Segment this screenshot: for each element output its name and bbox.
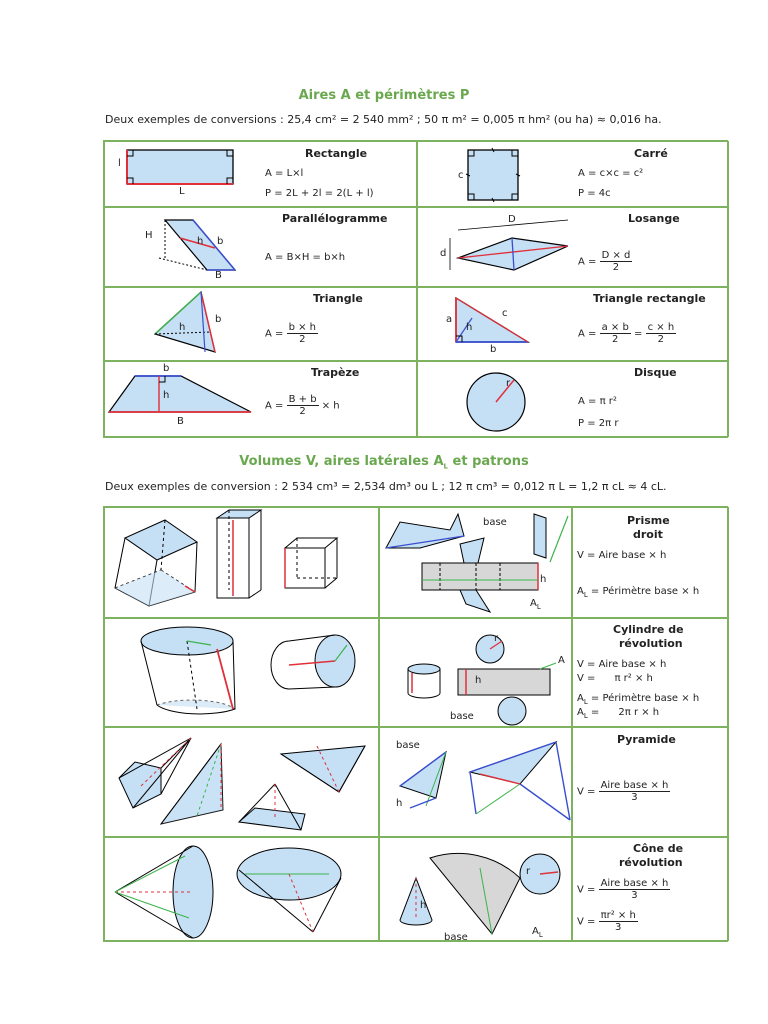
shape-name-triangle: Triangle	[313, 292, 363, 305]
formula-prefix: A =	[578, 328, 597, 340]
label-H: H	[145, 230, 153, 241]
title-subscript: L	[443, 462, 448, 471]
section-title-areas: Aires A et périmètres P	[298, 88, 470, 103]
label-h: h	[420, 900, 427, 911]
shape-name-disque: Disque	[634, 366, 677, 379]
cell-rectangle	[104, 141, 417, 207]
fraction-den: 2	[299, 406, 306, 417]
label-base: base	[444, 932, 468, 941]
prism-net-cell	[379, 507, 572, 618]
formula-losange-prefix: A =	[578, 256, 597, 268]
label-h: h	[540, 574, 547, 585]
cell-carre	[417, 141, 729, 207]
label-c: c	[458, 170, 464, 181]
A-letter: A	[577, 586, 584, 597]
formula-pyramide	[577, 780, 670, 803]
label-h: h	[466, 322, 473, 333]
subscript: L	[583, 591, 588, 599]
label-a: a	[446, 314, 453, 325]
formula-rectangle-perimeter: P = 2L + 2l = 2(L + l)	[265, 188, 374, 199]
cylinder-net-cell	[379, 618, 572, 727]
fraction-num: c × h	[647, 322, 675, 333]
cone-net-cell	[379, 837, 572, 941]
A-letter: A	[577, 707, 584, 718]
label-r: r	[526, 866, 531, 877]
A-letter: A	[577, 693, 584, 704]
solid-name-prisme: Prisme	[627, 514, 670, 527]
cell-parallelogramme	[104, 207, 417, 287]
formula-prisme-lateral	[577, 586, 699, 599]
cell-losange	[417, 207, 729, 287]
parallelogram-figure	[105, 208, 255, 286]
prism-net-figure	[380, 508, 571, 616]
label-h: h	[475, 675, 482, 686]
shape-name-triangle-rectangle: Triangle rectangle	[593, 292, 706, 305]
prism-formula-cell	[572, 507, 729, 618]
formula-prisme-volume: V = Aire base × h	[577, 550, 667, 561]
fraction-num: a × b	[601, 322, 629, 333]
fraction-den: 2	[299, 334, 306, 345]
label-base: base	[396, 740, 420, 751]
formula-disque-perimeter: P = 2π r	[578, 418, 619, 429]
solid-name-prisme-2: droit	[633, 528, 663, 541]
formula-cone-fraction-1	[599, 878, 671, 901]
shape-name-trapeze: Trapèze	[311, 366, 360, 379]
formula-cone-fraction-2	[599, 910, 638, 933]
label-L: L	[179, 186, 185, 197]
solid-name-cylindre-2: révolution	[619, 637, 683, 650]
label-A: A	[532, 926, 539, 937]
label-AL	[532, 926, 543, 939]
label-AL	[530, 598, 541, 611]
solid-name-pyramide: Pyramide	[617, 733, 676, 746]
formula-rectangle-area: A = L×l	[265, 168, 304, 179]
fraction-2	[646, 322, 677, 345]
fraction-den: 3	[631, 890, 638, 901]
shape-name-parallelogramme: Parallélogramme	[282, 212, 388, 225]
formula-cone-2	[577, 910, 638, 933]
label-B: B	[215, 270, 222, 281]
cylinder-solids-cell	[104, 618, 379, 727]
square-figure	[418, 142, 568, 206]
formula-pyramide-fraction	[599, 780, 671, 803]
volumes-table	[103, 506, 728, 942]
fraction-1	[600, 322, 631, 345]
formula-prefix: V =	[577, 786, 596, 798]
label-b: b	[217, 236, 224, 247]
formula-triangle	[265, 322, 318, 345]
label-A: A	[530, 598, 537, 609]
cell-triangle	[104, 287, 417, 361]
fraction-den: 2	[657, 334, 665, 345]
cone-net-figure	[380, 838, 571, 940]
cell-trapeze	[104, 361, 417, 437]
cone-formula-cell	[572, 837, 729, 941]
formula-prefix: V =	[577, 916, 596, 928]
prism-solids-figure	[105, 508, 378, 616]
formula-trapeze-fraction	[287, 394, 319, 417]
areas-table	[103, 140, 728, 438]
formula-suffix: × h	[321, 400, 340, 412]
conversion-examples-areas: Deux exemples de conversions : 25,4 cm² = 2 540 mm² ; 50 π m² = 0,005 π hm² (ou ha) ≈ 0,016 ha.	[105, 113, 662, 126]
formula-disque-area: A = π r²	[578, 396, 617, 407]
subscript: L	[583, 698, 588, 706]
fraction-num: b × h	[288, 322, 317, 333]
label-b: b	[163, 363, 170, 374]
shape-name-carre: Carré	[634, 147, 668, 160]
pyramid-net-cell	[379, 727, 572, 837]
label-subscript: L	[536, 603, 541, 611]
cone-solids-cell	[104, 837, 379, 941]
formula-cylindre-lateral-2	[577, 707, 659, 720]
formula-rest: = Périmètre base × h	[587, 586, 700, 597]
label-h: h	[197, 236, 204, 247]
formula-triangle-prefix: A =	[265, 328, 284, 340]
label-h: h	[179, 322, 186, 333]
label-c: c	[502, 308, 508, 319]
pyramid-formula-cell	[572, 727, 729, 837]
fraction-num: Aire base × h	[600, 878, 669, 889]
label-subscript: L	[538, 931, 543, 939]
subscript: L	[583, 712, 588, 720]
fraction-num: B + b	[288, 394, 317, 405]
fraction-den: 3	[615, 922, 622, 933]
formula-cylindre-volume-1: V = Aire base × h	[577, 659, 667, 670]
conversion-examples-volumes: Deux exemples de conversion : 2 534 cm³ = 2,534 dm³ ou L ; 12 π cm³ = 0,012 π L = 1,2 π cL ≈ 4 cL.	[105, 480, 667, 493]
pyramid-solids-figure	[105, 728, 378, 836]
title-text: Volumes V, aires latérales A	[239, 454, 444, 469]
formula-cylindre-lateral-1	[577, 693, 699, 706]
label-r: r	[494, 633, 499, 644]
label-B: B	[177, 416, 184, 427]
fraction-den: 2	[612, 334, 619, 345]
fraction-num: πr² × h	[600, 910, 636, 921]
formula-carre-perimeter: P = 4c	[578, 188, 611, 199]
formula-rest: = Périmètre base × h	[587, 693, 700, 704]
label-h: h	[396, 798, 403, 809]
solid-name-cylindre: Cylindre de	[613, 623, 684, 636]
label-b: b	[490, 344, 497, 355]
solid-name-cone-2: révolution	[619, 856, 683, 869]
cell-triangle-rectangle	[417, 287, 729, 361]
label-h: h	[163, 390, 170, 401]
title-end: et patrons	[447, 454, 529, 469]
cylinder-net-figure	[380, 619, 571, 726]
solid-name-cone: Cône de	[633, 842, 684, 855]
formula-trapeze	[265, 394, 340, 417]
label-d: d	[440, 248, 447, 259]
cylinder-formula-cell	[572, 618, 729, 727]
disk-figure	[418, 362, 568, 436]
section-title-volumes	[0, 454, 768, 471]
formula-prefix: A =	[265, 400, 284, 412]
fraction-num: D × d	[601, 250, 631, 261]
label-base: base	[483, 517, 507, 528]
cell-disque	[417, 361, 729, 437]
shape-name-rectangle: Rectangle	[305, 147, 368, 160]
pyramid-solids-cell	[104, 727, 379, 837]
formula-parallelogramme-area: A = B×H = b×h	[265, 252, 346, 263]
formula-triangle-rectangle	[578, 322, 676, 345]
label-base: base	[450, 711, 474, 722]
label-A: A	[558, 655, 565, 666]
formula-carre-area: A = c×c = c²	[578, 168, 644, 179]
cone-solids-figure	[105, 838, 378, 940]
shape-name-losange: Losange	[628, 212, 680, 225]
fraction-den: 2	[612, 262, 620, 273]
fraction-num: Aire base × h	[600, 780, 669, 791]
label-D: D	[508, 214, 516, 225]
rhombus-figure	[418, 208, 568, 286]
label-r: r	[506, 378, 511, 389]
label-l: l	[118, 158, 121, 169]
formula-rest: = 2π r × h	[587, 707, 660, 718]
equals-sign: =	[634, 328, 643, 340]
formula-prefix: V =	[577, 884, 596, 896]
fraction-den: 3	[631, 792, 638, 803]
prism-solids-cell	[104, 507, 379, 618]
formula-cylindre-volume-2: V = π r² × h	[577, 673, 653, 684]
label-b: b	[215, 314, 222, 325]
formula-triangle-fraction	[287, 322, 318, 345]
formula-cone-1	[577, 878, 670, 901]
formula-losange-fraction	[600, 250, 633, 273]
formula-losange	[578, 250, 632, 273]
cylinder-solids-figure	[105, 619, 378, 726]
